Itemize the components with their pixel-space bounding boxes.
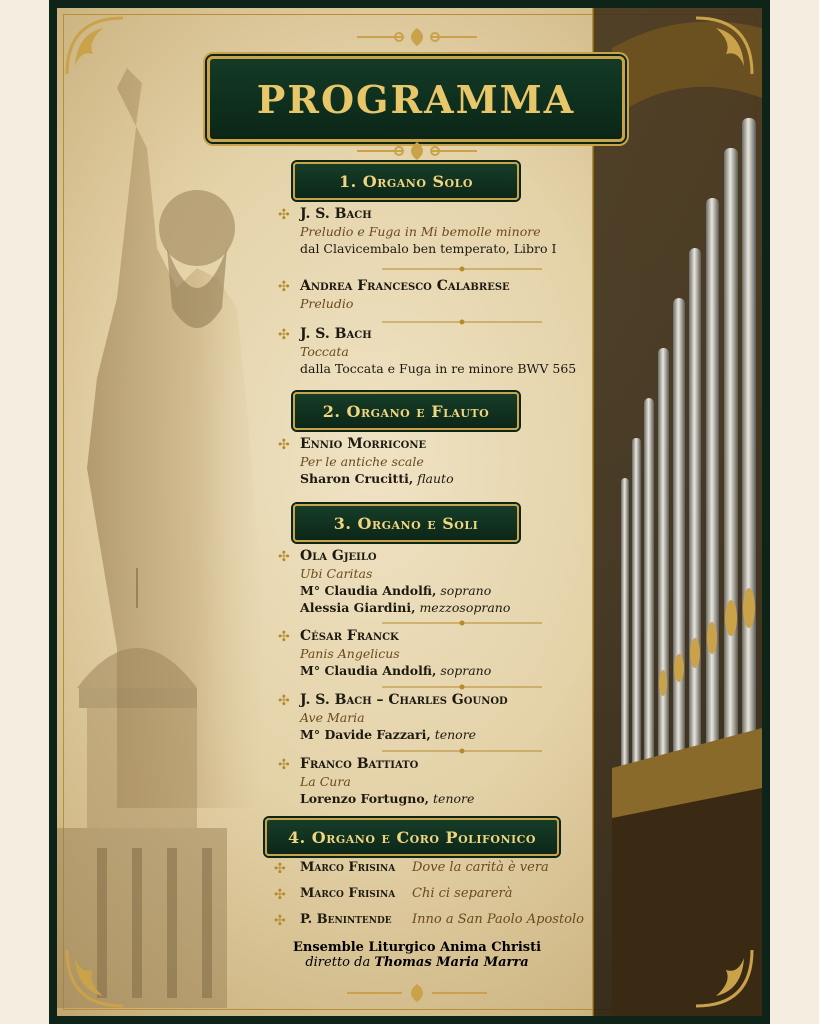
section-header-organo-flauto bbox=[293, 392, 519, 430]
section-label: 3. Organo e Soli bbox=[333, 513, 479, 533]
composer: César Franck bbox=[300, 628, 399, 644]
title-top-flourish-icon bbox=[357, 26, 477, 48]
program-item bbox=[278, 206, 620, 257]
composer: Marco Frisina bbox=[300, 860, 396, 875]
cross-bullet-icon: ✣ bbox=[274, 861, 286, 877]
program-item bbox=[278, 628, 620, 679]
cross-bullet-icon: ✣ bbox=[278, 327, 290, 343]
title-plate bbox=[207, 56, 625, 142]
work-title: Ave Maria bbox=[300, 710, 365, 725]
divider-ornament-icon bbox=[382, 319, 542, 325]
cross-bullet-icon: ✣ bbox=[278, 437, 290, 453]
work-title: La Cura bbox=[300, 774, 351, 789]
performer bbox=[300, 599, 620, 616]
work-note: dalla Toccata e Fuga in re minore BWV 565 bbox=[300, 361, 577, 376]
composer: Ennio Morricone bbox=[300, 436, 427, 452]
program-item bbox=[278, 548, 620, 616]
cross-bullet-icon: ✣ bbox=[278, 757, 290, 773]
performer-role: soprano bbox=[440, 583, 492, 598]
page-title: PROGRAMMA bbox=[256, 76, 576, 122]
divider-ornament-icon bbox=[382, 266, 542, 272]
performer bbox=[300, 790, 620, 807]
section-label: 1. Organo Solo bbox=[339, 171, 473, 191]
section-header-organo-soli bbox=[293, 504, 519, 542]
work-title: Per le antiche scale bbox=[300, 454, 424, 469]
composer: J. S. Bach – Charles Gounod bbox=[300, 692, 508, 708]
composer: Ola Gjeilo bbox=[300, 548, 377, 564]
performer-role: tenore bbox=[433, 791, 475, 806]
corner-ornament-icon bbox=[63, 14, 127, 78]
program-item bbox=[278, 326, 620, 377]
cross-bullet-icon: ✣ bbox=[274, 887, 286, 903]
cross-bullet-icon: ✣ bbox=[278, 279, 290, 295]
work-title: Preludio bbox=[300, 296, 354, 311]
ensemble-name: Ensemble Liturgico Anima Christi bbox=[292, 940, 542, 955]
performer-name: Alessia Giardini, bbox=[300, 600, 416, 615]
performer-role: tenore bbox=[434, 727, 477, 742]
cross-bullet-icon: ✣ bbox=[278, 693, 290, 709]
composer: J. S. Bach bbox=[300, 206, 372, 222]
composer: Marco Frisina bbox=[300, 886, 396, 901]
parchment-background bbox=[57, 8, 762, 1016]
work-title: Panis Angelicus bbox=[300, 646, 400, 661]
bottom-flourish-icon bbox=[347, 982, 487, 1004]
performer bbox=[300, 470, 620, 487]
director-prefix: diretto da bbox=[305, 955, 371, 970]
performer-name: M° Claudia Andolfi, bbox=[300, 583, 437, 598]
divider-ornament-icon bbox=[382, 684, 542, 690]
poster bbox=[49, 0, 770, 1024]
ensemble-director-line bbox=[267, 955, 567, 970]
divider-ornament-icon bbox=[382, 620, 542, 626]
corner-ornament-icon bbox=[63, 946, 127, 1010]
director-name: Thomas Maria Marra bbox=[374, 955, 529, 970]
performer-name: M° Claudia Andolfi, bbox=[300, 663, 437, 678]
performer bbox=[300, 582, 620, 599]
performer-role: flauto bbox=[417, 471, 454, 486]
cross-bullet-icon: ✣ bbox=[278, 549, 290, 565]
work-note: dal Clavicembalo ben temperato, Libro I bbox=[300, 241, 557, 256]
section-header-organo-coro bbox=[265, 818, 559, 856]
pipe-organ-illustration bbox=[592, 8, 762, 1016]
ensemble-credit bbox=[267, 940, 567, 970]
performer-name: M° Davide Fazzari, bbox=[300, 727, 431, 742]
cross-bullet-icon: ✣ bbox=[278, 629, 290, 645]
composer: Franco Battiato bbox=[300, 756, 419, 772]
composer: Andrea Francesco Calabrese bbox=[300, 278, 510, 294]
performer-name: Sharon Crucitti, bbox=[300, 471, 414, 486]
program-item bbox=[278, 692, 620, 743]
performer-name: Lorenzo Fortugno, bbox=[300, 791, 430, 806]
program-item bbox=[278, 756, 620, 807]
work-title: Ubi Caritas bbox=[300, 566, 373, 581]
performer-role: soprano bbox=[440, 663, 492, 678]
program-item bbox=[278, 278, 620, 312]
divider-ornament-icon bbox=[382, 748, 542, 754]
corner-ornament-icon bbox=[692, 14, 756, 78]
program-item bbox=[278, 436, 620, 487]
performer bbox=[300, 726, 620, 743]
cross-bullet-icon: ✣ bbox=[274, 913, 286, 929]
work-title: Dove la carità è vera bbox=[412, 860, 549, 875]
saint-paul-statue-illustration bbox=[57, 48, 307, 1008]
corner-ornament-icon bbox=[692, 946, 756, 1010]
section-label: 2. Organo e Flauto bbox=[322, 401, 490, 421]
performer bbox=[300, 662, 620, 679]
cross-bullet-icon: ✣ bbox=[278, 207, 290, 223]
work-title: Preludio e Fuga in Mi bemolle minore bbox=[300, 224, 541, 239]
section-header-organo-solo bbox=[293, 162, 519, 200]
work-title: Chi ci separerà bbox=[412, 886, 513, 901]
work-title: Inno a San Paolo Apostolo bbox=[412, 912, 584, 927]
performer-role: mezzosoprano bbox=[419, 600, 511, 615]
composer: P. Benintende bbox=[300, 912, 392, 927]
work-title: Toccata bbox=[300, 344, 349, 359]
section-label: 4. Organo e Coro Polifonico bbox=[288, 827, 536, 847]
title-bottom-flourish-icon bbox=[357, 140, 477, 162]
composer: J. S. Bach bbox=[300, 326, 372, 342]
